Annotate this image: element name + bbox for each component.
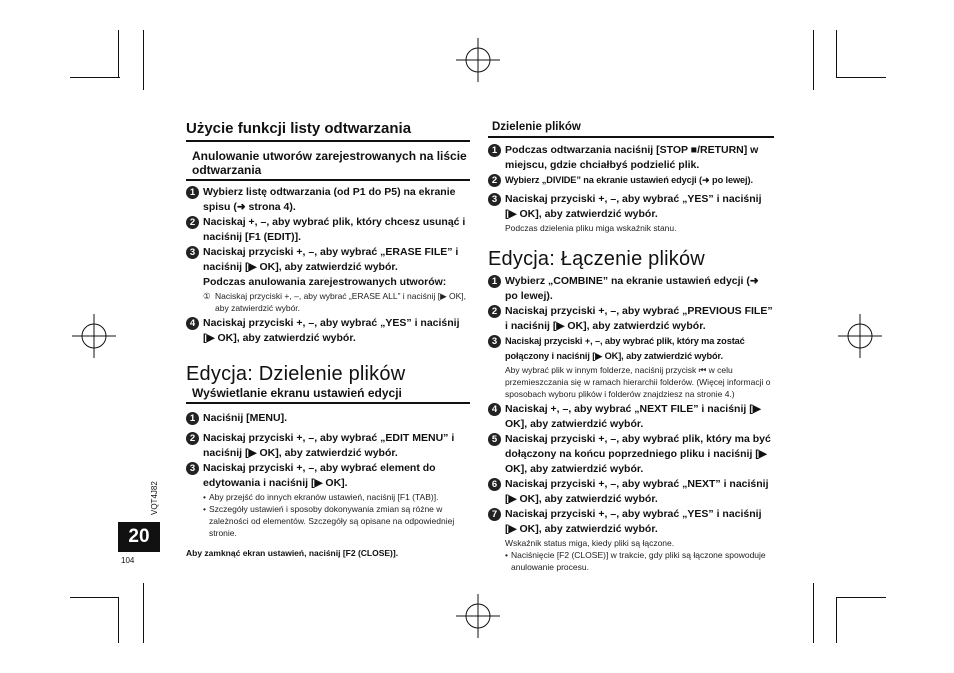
- crop-mark: [143, 30, 144, 90]
- step: 1 Wybierz „COMBINE” na ekranie ustawień edycji (➜ po lewej).: [488, 274, 774, 304]
- registration-mark-right: [838, 314, 882, 358]
- right-column: [488, 120, 774, 573]
- step: 5 Naciskaj przyciski +, –, aby wybrać plik, który ma być dołączony na końcu poprzedniego pliku i naciśnij [▶ OK], aby zatwierdzić wybór.: [488, 432, 774, 477]
- crop-mark: [118, 30, 119, 77]
- step: 3 Naciskaj przyciski +, –, aby wybrać „YES” i naciśnij [▶ OK], aby zatwierdzić wybór.: [488, 192, 774, 222]
- step: 2 Wybierz „DIVIDE” na ekranie ustawień edycji (➜ po lewej).: [488, 173, 774, 188]
- bullet: • Szczegóły ustawień i sposoby dokonywania zmian są różne w zależności od elementów. Szczegóły są opisane na odpowiedniej stronie.: [186, 503, 470, 539]
- divider: [186, 179, 470, 181]
- subtitle: Dzielenie plików: [492, 121, 581, 133]
- note: Podczas dzielenia pliku miga wskaźnik stanu.: [505, 223, 677, 233]
- divider: [186, 140, 470, 142]
- divider: [186, 402, 470, 404]
- close-note: Aby zamknąć ekran ustawień, naciśnij [F2 (CLOSE)].: [186, 548, 399, 558]
- crop-mark: [143, 583, 144, 643]
- model-code: VQT4J82: [150, 481, 159, 515]
- heading-combine: Edycja: Łączenie plików: [488, 248, 705, 270]
- note: Wskaźnik status miga, kiedy pliki są łączone.: [505, 538, 675, 548]
- step: 3 Naciskaj przyciski +, –, aby wybrać element do edytowania i naciśnij [▶ OK].: [186, 461, 470, 491]
- bullet: • Aby przejść do innych ekranów ustawień, naciśnij [F1 (TAB)].: [186, 491, 470, 503]
- step: 3 Naciskaj przyciski +, –, aby wybrać „ERASE FILE” i naciśnij [▶ OK], aby zatwierdzić wybór.: [186, 245, 470, 275]
- crop-mark: [70, 77, 120, 78]
- crop-mark: [836, 77, 886, 78]
- crop-mark: [118, 597, 119, 643]
- section-title: Użycie funkcji listy odtwarzania: [186, 120, 412, 137]
- registration-mark-top: [456, 38, 500, 82]
- step: 6 Naciskaj przyciski +, –, aby wybrać „NEXT” i naciśnij [▶ OK], aby zatwierdzić wybór.: [488, 477, 774, 507]
- crop-mark: [70, 597, 119, 598]
- step: 2 Naciskaj przyciski +, –, aby wybrać „EDIT MENU” i naciśnij [▶ OK], aby zatwierdzić wybór.: [186, 431, 470, 461]
- crop-mark: [813, 30, 814, 90]
- registration-mark-left: [72, 314, 116, 358]
- page-number: 20: [118, 522, 160, 552]
- step: 7 Naciskaj przyciski +, –, aby wybrać „YES” i naciśnij [▶ OK], aby zatwierdzić wybór.: [488, 507, 774, 537]
- step: 1 Naciśnij [MENU].: [186, 411, 470, 426]
- step: 1 Podczas odtwarzania naciśnij [STOP ■/RETURN] w miejscu, gdzie chciałbyś podzielić plik.: [488, 143, 774, 173]
- bullet: • Naciśnięcie [F2 (CLOSE)] w trakcie, gdy pliki są łączone spowoduje anulowanie procesu.: [488, 549, 774, 573]
- crop-mark: [836, 597, 886, 598]
- subtitle: Anulowanie utworów zarejestrowanych na liście odtwarzania: [192, 149, 467, 177]
- step: 4 Naciskaj przyciski +, –, aby wybrać „YES” i naciśnij [▶ OK], aby zatwierdzić wybór.: [186, 316, 470, 346]
- step: 3 Naciskaj przyciski +, –, aby wybrać plik, który ma zostać połączony i naciśnij [▶ OK], aby zatwierdzić wybór.: [488, 334, 774, 364]
- crop-mark: [813, 583, 814, 643]
- crop-mark: [836, 30, 837, 77]
- step: 4 Naciskaj +, –, aby wybrać „NEXT FILE” i naciśnij [▶ OK], aby zatwierdzić wybór.: [488, 402, 774, 432]
- crop-mark: [836, 597, 837, 643]
- left-column: [186, 120, 470, 558]
- step: 2 Naciskaj +, –, aby wybrać plik, który chcesz usunąć i naciśnij [F1 (EDIT)].: [186, 215, 470, 245]
- registration-mark-bottom: [456, 594, 500, 638]
- heading-divide: Edycja: Dzielenie plików: [186, 363, 406, 385]
- divider: [488, 136, 774, 138]
- small-page-number: 104: [121, 556, 135, 565]
- circle-note: ① Naciskaj przyciski +, –, aby wybrać „ERASE ALL” i naciśnij [▶ OK], aby zatwierdzić wybór.: [203, 291, 466, 313]
- subtitle2: Wyświetlanie ekranu ustawień edycji: [192, 386, 402, 400]
- step-extra: Podczas anulowania zarejestrowanych utworów:: [203, 276, 447, 288]
- note: Aby wybrać plik w innym folderze, naciśnij przycisk ⏮ w celu przemieszczania się w ramach hierarchii folderów. (Więcej informacji o sposobach wyboru plików i folderów znajdziesz na stronie 4.): [505, 365, 771, 399]
- step: 2 Naciskaj przyciski +, –, aby wybrać „PREVIOUS FILE” i naciśnij [▶ OK], aby zatwierdzić wybór.: [488, 304, 774, 334]
- step: 1 Wybierz listę odtwarzania (od P1 do P5) na ekranie spisu (➜ strona 4).: [186, 185, 470, 215]
